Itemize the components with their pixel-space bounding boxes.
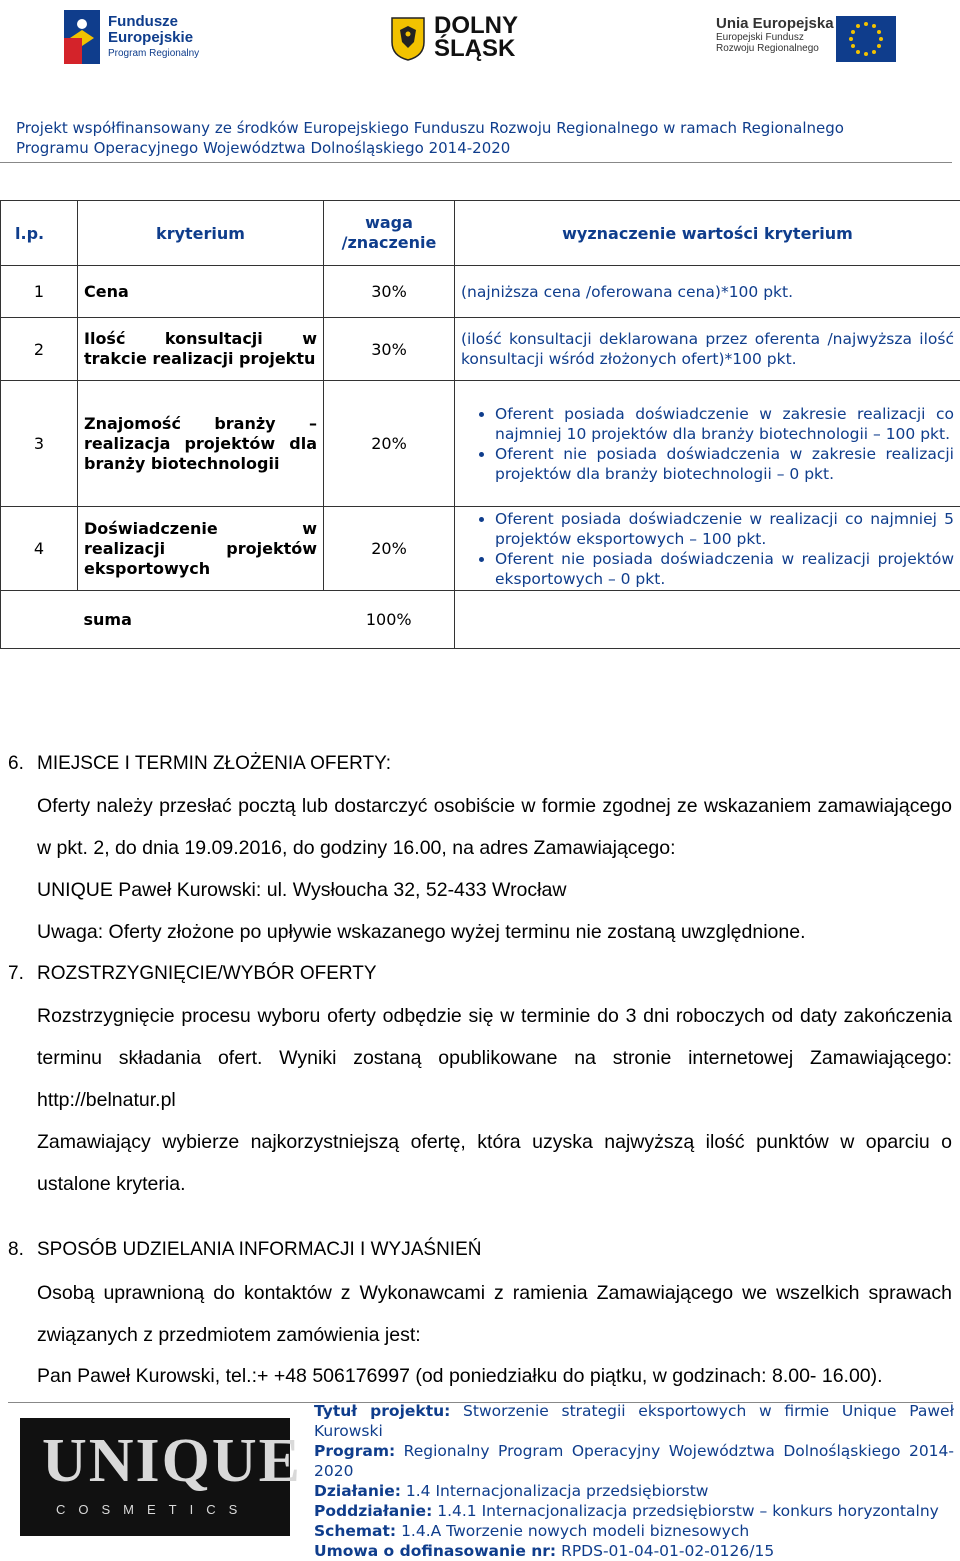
cell-kryterium: Cena xyxy=(78,266,324,318)
section-6-paragraph: Oferty należy przesłać pocztą lub dostarczyć osobiście w formie zgodnej ze wskazaniem zamawiającego w pkt. 2, do dnia 19.09.2016, do godziny 16.00, na adres Zamawiającego: xyxy=(37,795,952,859)
unique-cosmetics-logo xyxy=(20,1418,303,1536)
section-number: 6. xyxy=(8,753,24,774)
cell-waga: 20% xyxy=(324,381,455,507)
cell-kryterium-text: Doświadczenie w realizacji projektów eksportowych xyxy=(84,518,317,578)
header-waga-text: waga /znaczenie xyxy=(341,213,437,252)
tytul-label: Tytuł projektu: xyxy=(314,1402,451,1420)
header-kryterium: kryterium xyxy=(78,201,324,266)
fe-sub: Program Regionalny xyxy=(108,48,200,59)
cell-lp: 3 xyxy=(1,381,78,507)
cell-kryterium-text: Ilość konsultacji w trakcie realizacji projektu xyxy=(84,329,317,368)
table-header-row xyxy=(1,201,960,266)
sum-value: 100% xyxy=(324,591,455,649)
table-row xyxy=(1,318,960,381)
cell-empty xyxy=(1,591,78,649)
cofinancing-note xyxy=(16,118,951,158)
cell-opis: (ilość konsultacji deklarowana przez oferenta /najwyższa ilość konsultacji wśród złożonych ofert)*100 pkt. xyxy=(455,318,960,381)
project-title-line xyxy=(314,1401,954,1441)
bullet-list xyxy=(461,509,954,589)
cell-lp: 1 xyxy=(1,266,78,318)
section-title: MIEJSCE I TERMIN ZŁOŻENIA OFERTY: xyxy=(37,753,392,774)
dzialanie-value: 1.4 Internacjonalizacja przedsiębiorstw xyxy=(405,1482,709,1500)
program-label: Program: xyxy=(314,1442,396,1460)
section-8-paragraph: Osobą uprawnioną do kontaktów z Wykonawcami z ramienia Zamawiającego we wszelkich sprawach związanych z przedmiotem zamówienia jest: xyxy=(37,1282,952,1346)
table-row xyxy=(1,507,960,591)
umowa-value: RPDS-01-04-01-02-0126/15 xyxy=(561,1542,775,1560)
header-wyznaczenie: wyznaczenie wartości kryterium xyxy=(455,201,960,266)
cofinancing-line-2: Programu Operacyjnego Województwa Dolnośląskiego 2014-2020 xyxy=(16,139,511,157)
section-7-paragraph: Rozstrzygnięcie procesu wyboru oferty odbędzie się w terminie do 3 dni roboczych od daty zakończenia terminu składania ofert. Wyniki zostaną opublikowane na stronie internetowej Zamawiającego: http://belnatur.pl xyxy=(37,1005,952,1111)
header-divider xyxy=(0,162,952,163)
header-waga xyxy=(324,201,455,266)
poddzialanie-label: Poddziałanie: xyxy=(314,1502,433,1520)
cell-opis: (najniższa cena /oferowana cena)*100 pkt. xyxy=(455,266,960,318)
cell-kryterium xyxy=(78,318,324,381)
dolny-slask-logo xyxy=(390,14,525,66)
dzialanie-label: Działanie: xyxy=(314,1482,401,1500)
section-title: SPOSÓB UDZIELANIA INFORMACJI I WYJAŚNIEŃ xyxy=(37,1239,482,1260)
ue-sub-2: Rozwoju Regionalnego xyxy=(716,43,819,54)
table-row xyxy=(1,266,960,318)
fundusze-europejskie-logo xyxy=(62,8,212,70)
section-number: 7. xyxy=(8,963,24,984)
section-title: ROZSTRZYGNIĘCIE/WYBÓR OFERTY xyxy=(37,963,377,984)
eu-flag-icon xyxy=(836,16,896,62)
cell-waga: 20% xyxy=(324,507,455,591)
cell-opis xyxy=(455,381,960,507)
section-number: 8. xyxy=(8,1239,24,1260)
umowa-label: Umowa o dofinasowanie nr: xyxy=(314,1542,557,1560)
fe-title-2: Europejskie xyxy=(108,29,194,46)
umowa-line xyxy=(314,1541,954,1561)
fe-title-1: Fundusze xyxy=(108,13,178,30)
schemat-label: Schemat: xyxy=(314,1522,397,1540)
tytul-value: Stworzenie strategii eksportowych w firmie Unique Paweł Kurowski xyxy=(314,1402,954,1440)
section-7-heading xyxy=(8,963,377,985)
section-6-note: Uwaga: Oferty złożone po upływie wskazanego wyżej terminu nie zostaną uwzględnione. xyxy=(37,921,806,943)
cell-waga: 30% xyxy=(324,266,455,318)
bullet-list xyxy=(461,404,954,484)
project-info xyxy=(314,1401,954,1561)
cell-kryterium xyxy=(78,381,324,507)
cell-kryterium xyxy=(78,507,324,591)
list-item: • Oferent nie posiada doświadczenia w zakresie realizacji projektów dla branży biotechnologii – 0 pkt. xyxy=(495,444,954,484)
section-6-heading xyxy=(8,753,391,775)
poddzialanie-line xyxy=(314,1501,954,1521)
list-item: • Oferent posiada doświadczenie w realizacji co najmniej 5 projektów eksportowych – 100 pkt. xyxy=(495,509,954,549)
ds-line-2: ŚLĄSK xyxy=(434,35,516,62)
cell-empty xyxy=(455,591,960,649)
cell-opis xyxy=(455,507,960,591)
section-6-address: UNIQUE Paweł Kurowski: ul. Wysłoucha 32, 52-433 Wrocław xyxy=(37,879,567,901)
cofinancing-line-1: Projekt współfinansowany ze środków Europejskiego Funduszu Rozwoju Regionalnego w ramach Regionalnego xyxy=(16,119,844,137)
logo-small-text: COSMETICS xyxy=(56,1502,251,1517)
cell-lp: 2 xyxy=(1,318,78,381)
cell-waga: 30% xyxy=(324,318,455,381)
list-item: • Oferent nie posiada doświadczenia w realizacji projektów eksportowych – 0 pkt. xyxy=(495,549,954,589)
cell-lp: 4 xyxy=(1,507,78,591)
ds-line-1: DOLNY xyxy=(434,12,518,39)
table-row xyxy=(1,381,960,507)
poddzialanie-value: 1.4.1 Internacjonalizacja przedsiębiorstw – konkurs horyzontalny xyxy=(437,1502,939,1520)
section-7-paragraph-2: Zamawiający wybierze najkorzystniejszą ofertę, która uzyska najwyższą ilość punktów w oparciu o ustalone kryteria. xyxy=(37,1131,952,1195)
unia-europejska-logo xyxy=(716,16,901,66)
sum-label: suma xyxy=(78,591,324,649)
ue-sub-1: Europejski Fundusz xyxy=(716,32,804,43)
schemat-value: 1.4.A Tworzenie nowych modeli biznesowych xyxy=(401,1522,750,1540)
logo-big-text: UNIQUE xyxy=(42,1427,303,1495)
table-sum-row xyxy=(1,591,960,649)
criteria-table xyxy=(0,200,960,649)
fe-star-icon xyxy=(62,8,102,66)
cell-kryterium-text: Znajomość branży – realizacja projektów dla branży biotechnologii xyxy=(84,413,317,473)
section-8-heading xyxy=(8,1239,481,1261)
list-item: • Oferent posiada doświadczenie w zakresie realizacji co najmniej 10 projektów dla branży biotechnologii – 100 pkt. xyxy=(495,404,954,444)
eagle-crest-icon xyxy=(390,16,426,62)
header-logos xyxy=(0,0,960,110)
ue-title: Unia Europejska xyxy=(716,15,834,32)
program-value: Regionalny Program Operacyjny Województwa Dolnośląskiego 2014-2020 xyxy=(314,1442,954,1480)
schemat-line xyxy=(314,1521,954,1541)
header-lp: l.p. xyxy=(1,201,78,266)
section-8-contact: Pan Paweł Kurowski, tel.:+ +48 506176997 (od poniedziałku do piątku, w godzinach: 8.00- 16.00). xyxy=(37,1365,883,1387)
program-line xyxy=(314,1441,954,1481)
dzialanie-line xyxy=(314,1481,954,1501)
